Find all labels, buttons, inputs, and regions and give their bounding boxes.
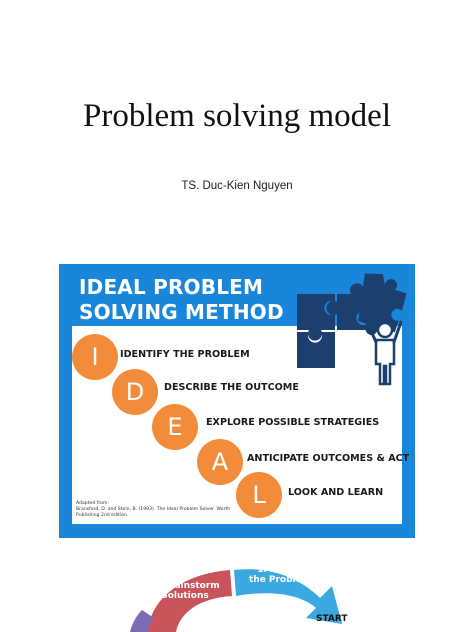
document-title: Problem solving model <box>83 98 391 134</box>
source-citation: Adapted from: Bransford, D. and Stein, B. (1993). The Ideal Problem Solver. Worth Publishing 2nd edition. <box>76 501 231 518</box>
step-i-circle: I <box>72 334 118 380</box>
ideal-infographic <box>59 264 415 538</box>
step-e-circle: E <box>152 404 198 450</box>
infographic-heading <box>79 275 284 325</box>
step-d-label: DESCRIBE THE OUTCOME <box>164 382 299 393</box>
cycle-start-label: START <box>316 614 348 624</box>
step-a-circle: A <box>197 439 243 485</box>
step-d-circle: D <box>112 369 158 415</box>
document-author: TS. Duc-Kien Nguyen <box>181 180 293 192</box>
step-l-label: LOOK AND LEARN <box>288 487 384 498</box>
cycle-step-1: 1. Define the Problem <box>248 565 312 585</box>
cycle-step-2: 2. Brainstorm Solutions <box>150 581 220 601</box>
step-a-label: ANTICIPATE OUTCOMES & ACT <box>247 453 410 464</box>
puzzle-person-icon <box>291 272 411 390</box>
heading-line-2: SOLVING METHOD <box>79 300 284 324</box>
step-i-label: IDENTIFY THE PROBLEM <box>120 349 250 360</box>
step-e-label: EXPLORE POSSIBLE STRATEGIES <box>206 417 380 428</box>
step-l-circle: L <box>236 472 282 518</box>
heading-line-1: IDEAL PROBLEM <box>79 275 264 299</box>
